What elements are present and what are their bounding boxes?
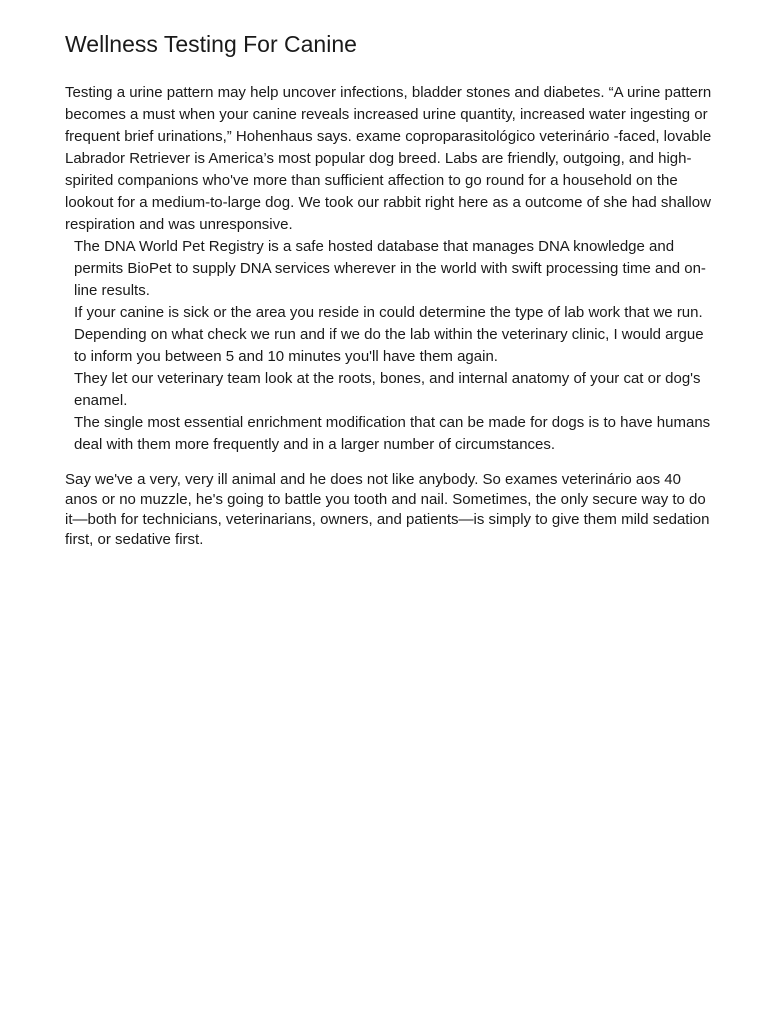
closing-paragraph: Say we've a very, very ill animal and he does not like anybody. So exames veterinário aos 40 anos or no muzzle, he's going to battle you tooth and nail. Sometimes, the only secure way to do it—both for technicians, veterinarians, owners, and patients—is simply to give them mild sedation first, or sedative first. [65, 471, 710, 548]
page-title: Wellness Testing For Canine [65, 31, 357, 57]
intro-paragraph: Testing a urine pattern may help uncover infections, bladder stones and diabetes. “A urine pattern becomes a must when your canine reveals increased urine quantity, increased water ingesting or frequent brief urinations,” Hohenhaus says. exame coproparasitológico veterinário -faced, lovable Labrador Retriever is America’s most popular dog breed. Labs are friendly, outgoing, and high-spirited companions who've more than sufficient affection to go round for a household on the lookout for a medium-to-large dog. We took our rabbit right here as a outcome of she had shallow respiration and was unresponsive. [65, 84, 712, 233]
list-item: The DNA World Pet Registry is a safe hosted database that manages DNA knowledge and permits BioPet to supply DNA services wherever in the world with swift processing time and on-line results. [74, 238, 706, 299]
list-item: They let our veterinary team look at the roots, bones, and internal anatomy of your cat or dog's enamel. [74, 370, 701, 409]
list-item: If your canine is sick or the area you reside in could determine the type of lab work that we run. [74, 304, 703, 321]
indented-list [65, 236, 715, 456]
list-item: The single most essential enrichment modification that can be made for dogs is to have humans deal with them more frequently and in a larger number of circumstances. [74, 414, 711, 453]
list-item: Depending on what check we run and if we do the lab within the veterinary clinic, I would argue to inform you between 5 and 10 minutes you'll have them again. [74, 326, 704, 365]
document-page [65, 30, 715, 550]
